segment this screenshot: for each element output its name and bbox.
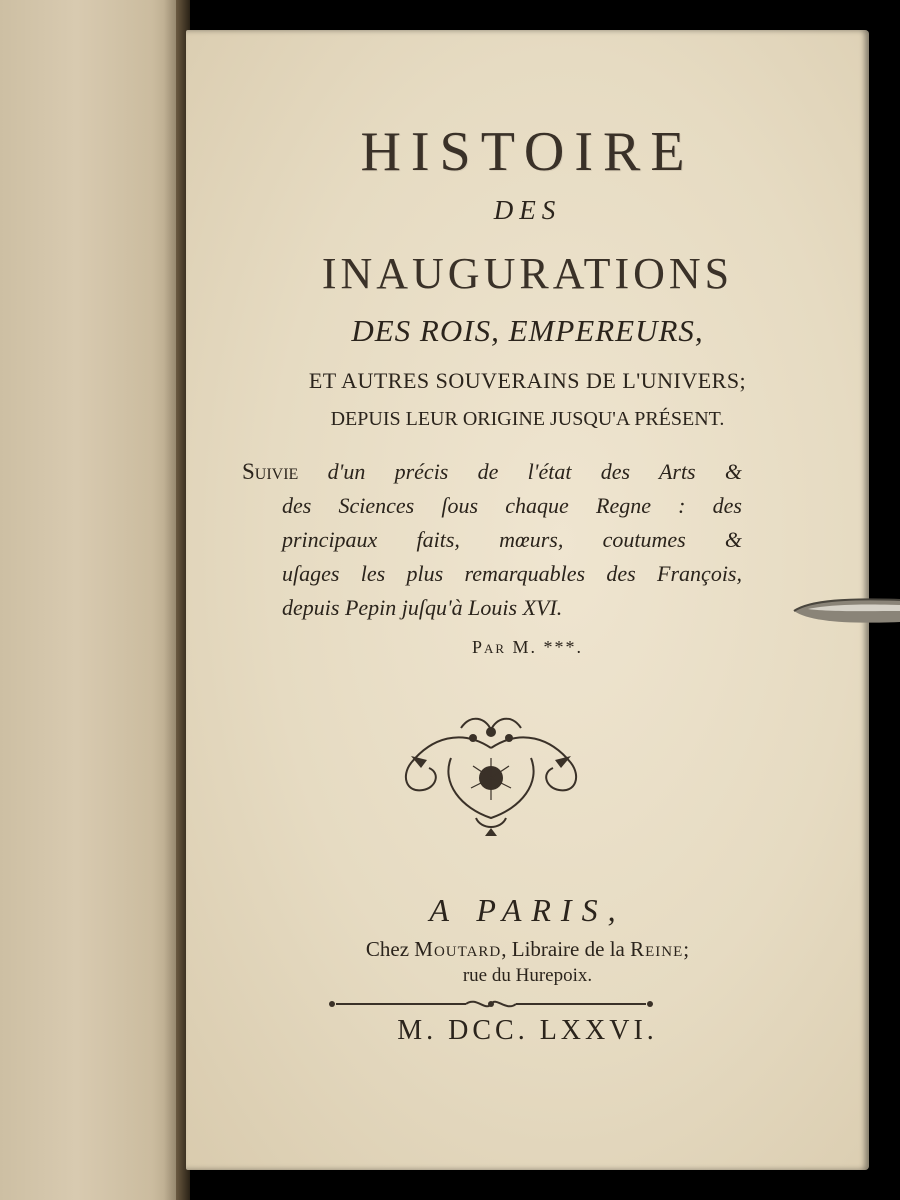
author-byline: Par M. ***. — [471, 637, 584, 657]
subtitle-line-4: uſages les plus remarquables des François, — [282, 561, 742, 586]
subtitle-line-1: d'un précis de l'état des Arts & — [327, 459, 743, 484]
publisher-prefix: Chez — [365, 937, 410, 961]
publisher-mid: , Libraire de la — [501, 937, 625, 961]
imprint-date: M. DCC. LXXVI. — [397, 1015, 658, 1046]
title-des: DES — [493, 195, 562, 225]
title-inaugurations: INAUGURATIONS — [321, 249, 734, 298]
subtitle-block — [242, 455, 742, 625]
title-rois: DES ROIS, EMPEREURS, — [351, 313, 704, 348]
imprint-street: rue du Hurepoix. — [462, 965, 593, 986]
subtitle-line-3: principaux faits, mœurs, coutumes & — [282, 527, 742, 552]
title-depuis: DEPUIS LEUR ORIGINE JUSQU'A PRÉSENT. — [330, 408, 725, 430]
title-histoire: HISTOIRE — [360, 121, 695, 183]
publisher-name: Moutard — [414, 937, 502, 961]
subtitle-line-2: des Sciences ſous chaque Regne : des — [282, 493, 742, 518]
subtitle-line-5: depuis Pepin juſqu'à Louis XVI. — [282, 595, 563, 620]
publisher-queen: Reine — [630, 937, 684, 961]
subtitle-lead: Suivie — [242, 459, 299, 484]
left-page — [0, 0, 190, 1200]
title-page — [186, 30, 869, 1170]
pointer-pen-icon — [790, 594, 900, 628]
printers-ornament — [391, 708, 591, 838]
decorative-rule — [326, 998, 656, 1010]
title-autres: ET AUTRES SOUVERAINS DE L'UNIVERS; — [308, 368, 747, 393]
imprint-city: A PARIS, — [429, 892, 626, 928]
publisher-end: ; — [683, 937, 690, 961]
imprint-publisher — [186, 937, 869, 962]
